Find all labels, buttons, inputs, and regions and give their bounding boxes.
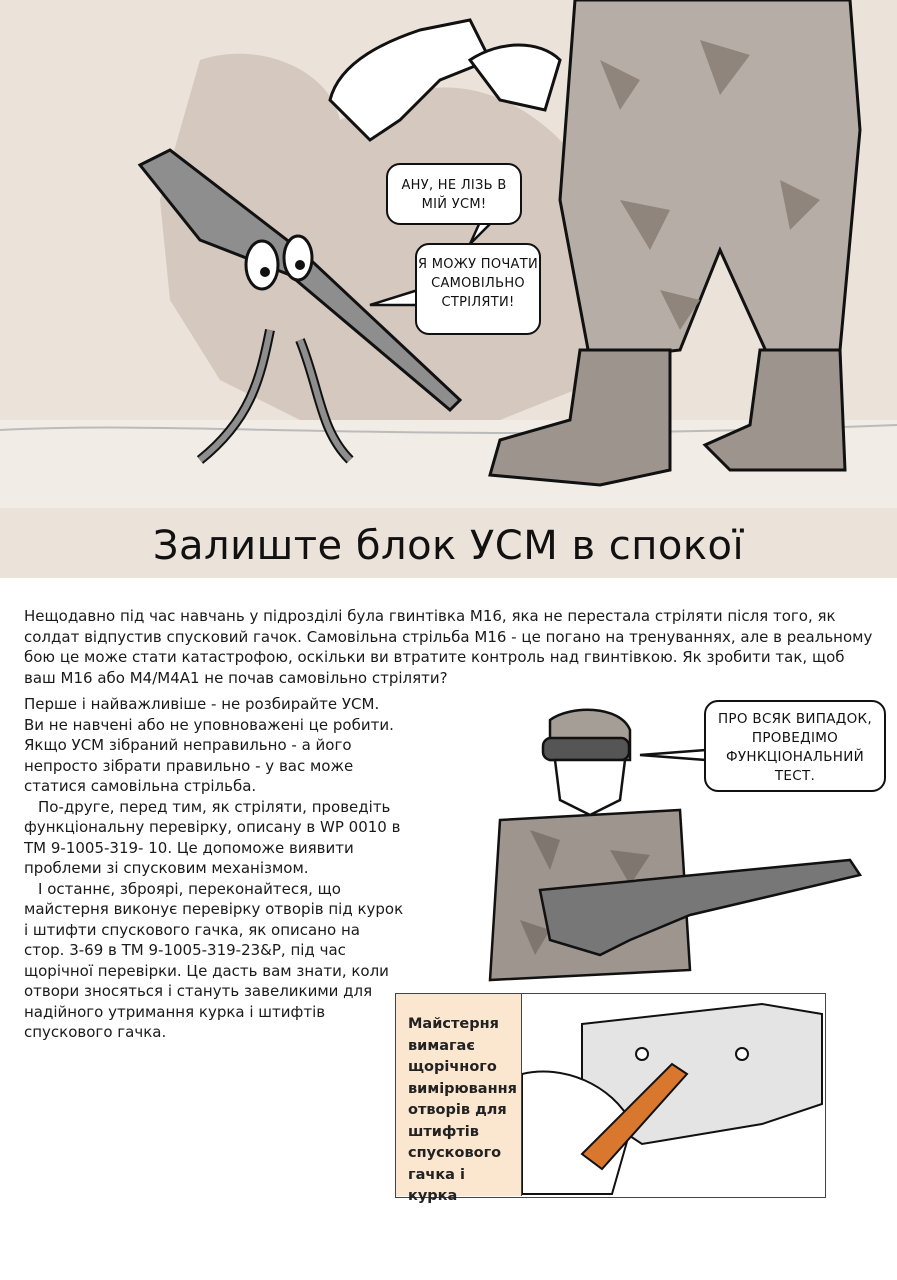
paragraph-third: І останнє, зброярі, переконайтеся, що майстерня виконує перевірку отворів під курок і штифти спускового гачка, як описано на стор. 3-69 в ТМ 9-1005-319-23&P, під час щорічної перевірки. Це дасть вам знати, коли отвори зносяться і стануть завеликими для надійного утримання курка і штифтів спускового гачка. xyxy=(24,879,404,1041)
receiver-gauge-illustration xyxy=(522,994,824,1196)
intro-paragraph: Нещодавно під час навчань у підрозділі була гвинтівка М16, яка не перестала стріляти після того, як солдат відпустив спусковий гачок. Самовільна стрільба М16 - це погано на тренуваннях, але в реальному бою це може стати катастрофою, оскільки ви втратите контроль над гвинтівкою. Як зробити так, щоб ваш М16 або М4/М4А1 не почав самовільно стріляти? xyxy=(24,607,873,687)
paragraph-first: Перше і найважливіше - не розбирайте УСМ. Ви не навчені або не уповноважені це робити. Якщо УСМ зібраний неправильно - а його непросто зібрати правильно - у вас може статися самовільна стрільба. xyxy=(24,695,394,795)
speech-bubble-function-test: ПРО ВСЯК ВИПАДОК, ПРОВЕДІМО ФУНКЦІОНАЛЬНИЙ ТЕСТ. xyxy=(704,700,886,792)
workshop-insert-panel xyxy=(395,993,826,1204)
body-column xyxy=(24,694,404,1043)
top-comic-panel xyxy=(0,0,897,578)
page-title: Залиште блок УСМ в спокої xyxy=(152,523,745,569)
speech-bubble-may-fire: Я МОЖУ ПОЧАТИ САМОВІЛЬНО СТРІЛЯТИ! xyxy=(415,243,541,335)
speech-bubble-stay-out: АНУ, НЕ ЛІЗЬ В МІЙ УСМ! xyxy=(386,163,522,225)
insert-caption: Майстерня вимагає щорічного вимірювання отворів для штифтів спускового гачка і курка xyxy=(396,994,522,1196)
paragraph-second: По-друге, перед тим, як стріляти, проведіть функціональну перевірку, описану в WP 0010 в ТМ 9-1005-319- 10. Це допоможе виявити проблеми зі спусковим механізмом. xyxy=(24,797,401,877)
